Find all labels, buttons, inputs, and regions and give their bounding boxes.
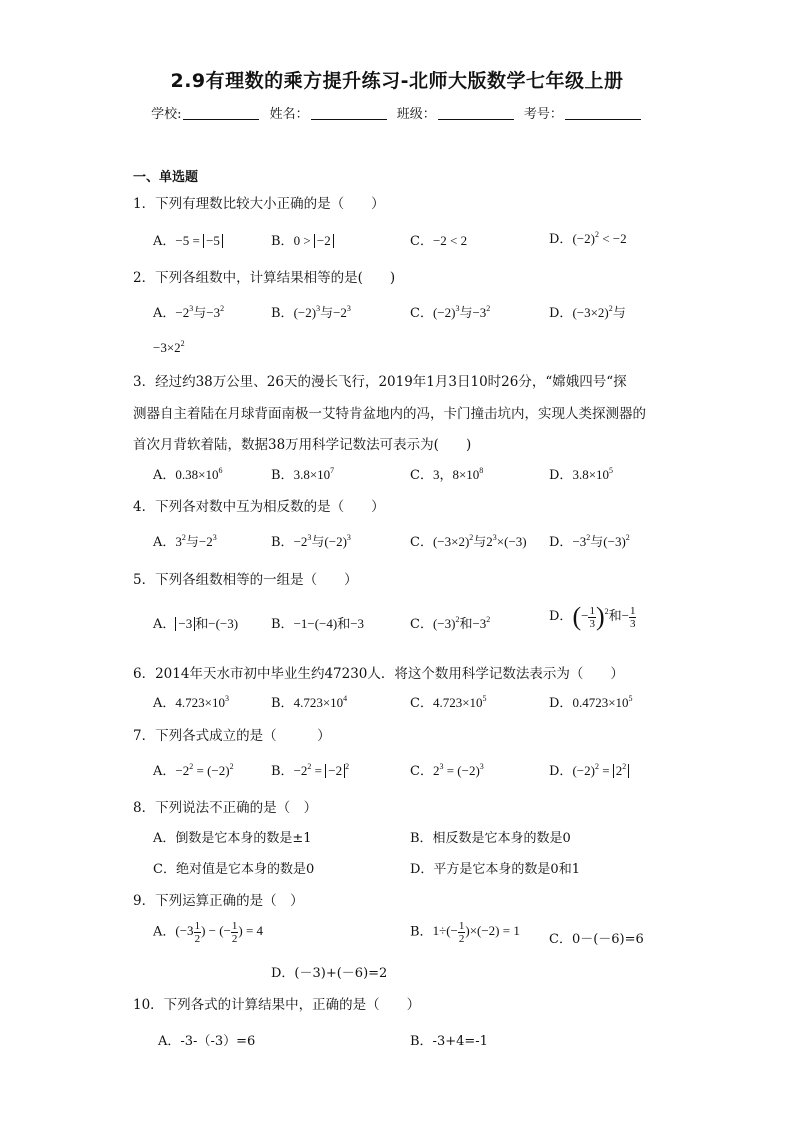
- student-info-row: [0, 103, 794, 122]
- q4-option-c: C．$(-3\times 2)^2$与$2^3\times(-3)$: [410, 533, 527, 550]
- question-3-line-1: 3．经过约38万公里、26天的漫长飞行，2019年1月3日10时26分，“嫦娥四号“探: [133, 374, 627, 390]
- q9-option-b: B．1÷(− $\frac{1}{2}$ )×(−2) = 1: [410, 920, 520, 945]
- name-label: 姓名：: [269, 107, 309, 122]
- question-9-stem: 9．下列运算正确的是（ ）: [133, 893, 304, 909]
- class-blank: [438, 107, 514, 120]
- q6-option-d: D．$0.4723\times 10^5$: [549, 694, 633, 711]
- q9-option-a: A．(−3 $\frac{1}{2}$ ) − (− $\frac{1}{2}$ ) = 4: [153, 920, 264, 945]
- q2-option-b: B．$(-2)^3$与$-2^3$: [271, 304, 351, 321]
- q2-option-d-continued: $-3\times 2^2$: [153, 339, 185, 355]
- q3-option-a: A．$0.38\times 10^6$: [153, 466, 223, 483]
- question-2-stem: 2．下列各组数中，计算结果相等的是( ): [133, 270, 396, 286]
- q1-option-c: C．−2 < 2: [410, 233, 468, 249]
- q7-option-d: D．$(-2)^2 = 2^2$: [549, 760, 629, 779]
- q8-option-b: B．相反数是它本身的数是0: [410, 831, 571, 846]
- question-3-line-2: 测器自主着陆在月球背面南极一艾特肯盆地内的冯，卡门撞击坑内，实现人类探测器的: [133, 406, 646, 422]
- q8-option-d: D．平方是它本身的数是0和1: [410, 862, 580, 877]
- q2-option-d: D．$(-3\times 2)^2$与: [549, 304, 626, 321]
- q5-option-a: A． −3 和−(−3): [153, 616, 239, 632]
- q8-option-c: C．绝对值是它本身的数是0: [153, 862, 315, 877]
- question-1-stem: 1．下列有理数比较大小正确的是（ ）: [133, 196, 385, 212]
- q6-option-a: A．$4.723\times 10^3$: [153, 694, 229, 711]
- section-heading: 一、单选题: [133, 170, 199, 185]
- q10-option-a: A．-3-（-3）=6: [158, 1034, 256, 1049]
- q7-option-c: C．$2^3 = (-2)^3$: [410, 762, 484, 779]
- q6-option-c: C．$4.723\times 10^5$: [410, 694, 487, 711]
- page-title: 2.9有理数的乘方提升练习-北师大版数学七年级上册: [170, 70, 624, 92]
- q8-option-a: A．倒数是它本身的数是±1: [153, 831, 312, 846]
- question-7-stem: 7．下列各式成立的是（ ）: [133, 728, 331, 744]
- q7-option-b: B．$-2^2 = -2$ $^2$: [271, 762, 350, 779]
- name-blank: [311, 107, 387, 120]
- q2-option-a: A．$-2^3$与$-3^2$: [153, 304, 225, 321]
- q9-option-d: D．(－3)+(－6)=2: [271, 966, 388, 981]
- q1-option-a: A．−5 = −5: [153, 230, 223, 249]
- school-label: 学校:: [151, 107, 182, 122]
- q6-option-b: B．$4.723\times 10^4$: [271, 694, 348, 711]
- q3-option-d: D．$3.8\times 10^5$: [549, 466, 614, 483]
- q1-option-d: D．$(-2)^2 < -2$: [549, 230, 627, 247]
- q10-option-b: B．-3+4=-1: [410, 1034, 488, 1049]
- q5-option-b: B．−1−(−4)和−3: [271, 616, 365, 632]
- q2-option-c: C．$(-2)^3$与$-3^2$: [410, 304, 491, 321]
- q3-option-b: B．$3.8\times 10^7$: [271, 466, 335, 483]
- question-5-stem: 5．下列各组数相等的一组是（ ）: [133, 572, 358, 588]
- class-label: 班级：: [396, 107, 436, 122]
- q4-option-a: A．$3^2$与$-2^3$: [153, 533, 217, 550]
- exam-number-blank: [565, 107, 641, 120]
- question-4-stem: 4．下列各对数中互为相反数的是（ ）: [133, 499, 385, 515]
- q5-option-c: C．$(-3)^2$和$-3^2$: [410, 615, 491, 632]
- q4-option-b: B．$-2^3$与$(-2)^3$: [271, 533, 351, 550]
- question-8-stem: 8．下列说法不正确的是（ ）: [133, 800, 318, 816]
- school-blank: [183, 107, 259, 120]
- q4-option-d: D．$-3^2$与$(-3)^2$: [549, 533, 630, 550]
- q1-option-b: B．0 > −2: [271, 230, 334, 249]
- question-3-line-3: 首次月背软着陆，数据38万用科学记数法可表示为( ): [133, 437, 472, 453]
- q3-option-c: C．3，$8\times 10^8$: [410, 466, 484, 483]
- question-6-stem: 6．2014年天水市初中毕业生约47230人．将这个数用科学记数法表示为（ ）: [133, 666, 624, 682]
- exam-number-label: 考号：: [523, 107, 563, 122]
- q5-option-d: D．(− $\frac{1}{3}$ )$^2$和− $\frac{1}{3}$: [549, 602, 636, 631]
- q7-option-a: A．$-2^2 = (-2)^2$: [153, 762, 234, 779]
- q9-option-c: C．0－(－6)=6: [549, 932, 644, 947]
- question-10-stem: 10．下列各式的计算结果中，正确的是（ ）: [133, 997, 421, 1013]
